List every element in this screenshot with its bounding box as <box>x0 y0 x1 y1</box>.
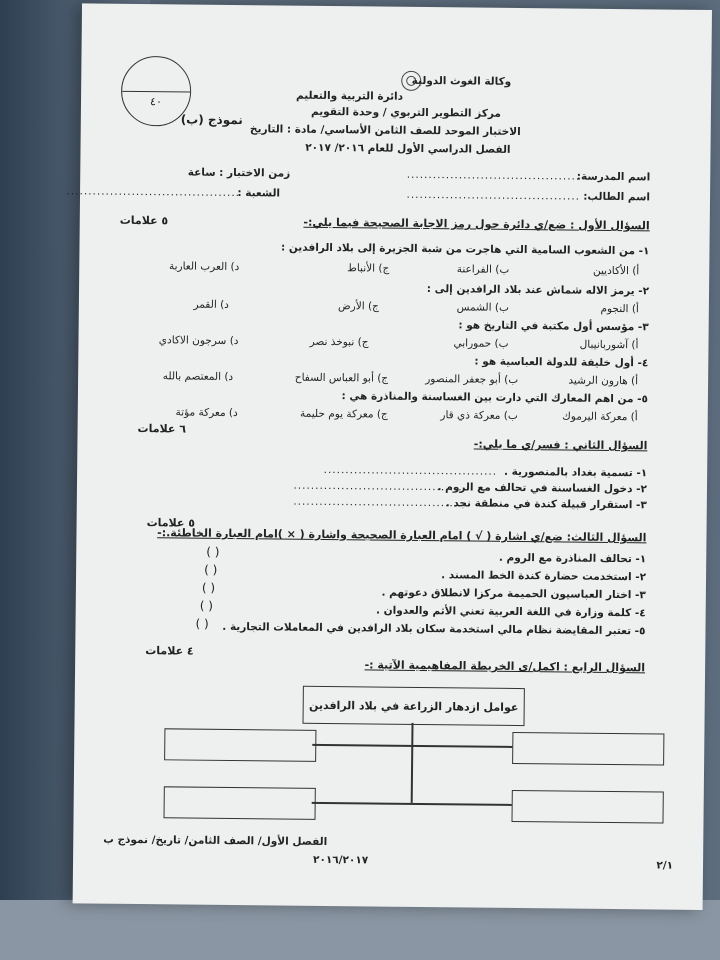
q1-item-1-option-d: د) العرب العاربة <box>168 260 240 274</box>
exam-title: الاختبار الموحد للصف الثامن الأساسي/ مادة : التاريخ <box>249 123 521 139</box>
q3-item-4: ٤- كلمة وزارة في اللغة العربية تعني الأثم والعدوان . <box>376 604 646 620</box>
score-divider <box>122 91 190 93</box>
concept-map-vertical-connector <box>411 723 414 803</box>
exam-time: زمن الاختبار : ساعة <box>187 166 291 180</box>
footer-course: الفصل الأول/ الصف الثامن/ تاريخ/ نموذج ب <box>103 833 328 849</box>
q3-item-2-answer: ( ) <box>204 562 218 577</box>
center-name: مركز التطوير التربوي / وحدة التقويم <box>310 105 501 120</box>
concept-map-box-lower-left[interactable] <box>164 786 316 820</box>
concept-map-box-upper-right[interactable] <box>512 732 664 766</box>
school-dots: ........................................ <box>406 168 581 183</box>
concept-map-box-upper-left[interactable] <box>164 728 316 762</box>
concept-map-lower-connector <box>312 802 512 806</box>
q2-item-1: ١- تسمية بغداد بالمنصورية . <box>504 465 648 480</box>
model-label: نموذج (ب) <box>180 112 243 128</box>
q4-marks: ٤ علامات <box>145 644 194 658</box>
q2-marks: ٦ علامات <box>137 422 187 436</box>
q3-title: السؤال الثالث: ضع/ي اشارة ( √ ) امام العبارة الصحيحة واشارة ( × )امام العبارة الخاطئة.:- <box>157 526 647 545</box>
q1-item-5-stem: ٥- من اهم المعارك التي دارت بين الغساسنة والمناذرة هي : <box>341 390 648 406</box>
q1-item-2-option-b: ب) الشمس <box>456 301 509 314</box>
q1-item-5-option-c: ج) معركة يوم حليمة <box>299 407 388 421</box>
concept-map-box-lower-right[interactable] <box>511 790 663 824</box>
q3-item-2: ٢- استخدمت حضارة كندة الخط المسند . <box>441 569 647 584</box>
q1-item-2-option-d: د) القمر <box>193 298 229 311</box>
section-dots: ........................................ <box>66 185 241 200</box>
q3-item-5-answer: ( ) <box>195 616 209 631</box>
school-label: اسم المدرسة: <box>576 170 651 184</box>
q2-item-3-dots: ........................................ <box>293 495 467 510</box>
term-line: الفصل الدراسي الأول للعام ٢٠١٦/ ٢٠١٧ <box>305 141 511 156</box>
q3-item-5: ٥- تعتبر المقايضة نظام مالي استخدمة سكان بلاد الرافدين في المعاملات التجارية . <box>222 620 646 638</box>
q1-item-1-option-c: ج) الأنباط <box>347 262 390 275</box>
q2-item-3: ٣- استقرار قبيلة كندة في منطقة نجد . <box>445 497 647 512</box>
q1-item-4-option-d: د) المعتصم بالله <box>162 370 234 384</box>
q3-item-1: ١- تحالف المناذرة مع الروم . <box>498 551 647 566</box>
q3-item-3: ٣- اختار العباسيون الحميمة مركزا لانطلاق دعوتهم . <box>381 586 646 602</box>
q1-item-5-option-d: د) معركة مؤتة <box>175 406 238 420</box>
q1-marks: ٥ علامات <box>119 213 169 228</box>
student-dots: ........................................ <box>406 188 581 203</box>
student-label: اسم الطالب: <box>583 190 651 204</box>
q1-item-3-option-c: ج) نبوخذ نصر <box>309 335 369 349</box>
section-label: الشعبة : <box>237 187 281 200</box>
footer-year: ٢٠١٦/٢٠١٧ <box>313 853 369 867</box>
q1-item-1-option-b: ب) الفراعنة <box>456 263 510 276</box>
q1-item-1-option-a: أ) الأكاديين <box>592 264 640 278</box>
q1-item-2-option-c: ج) الأرض <box>337 300 379 313</box>
exam-paper <box>66 3 712 910</box>
q1-item-3-stem: ٣- مؤسس أول مكتبة في التاريخ هو : <box>458 319 649 334</box>
department-name: دائرة التربية والتعليم <box>296 89 404 103</box>
q1-item-5-option-b: ب) معركة ذي قار <box>440 409 518 422</box>
q1-item-5-option-a: أ) معركة اليرموك <box>562 410 638 424</box>
q3-item-3-answer: ( ) <box>201 580 216 595</box>
q2-item-2: ٢- دخول الغساسنة في تحالف مع الروم . <box>437 481 648 496</box>
q3-marks: ٥ علامات <box>146 516 196 530</box>
q3-item-1-answer: ( ) <box>206 544 220 559</box>
q2-item-1-dots: ........................................ <box>323 463 498 478</box>
concept-map-center: عوامل ازدهار الزراعة في بلاد الرافدين <box>303 686 525 726</box>
q2-item-2-dots: ........................................ <box>293 479 468 494</box>
q1-item-3-option-d: د) سرجون الاكادي <box>158 334 239 348</box>
q3-item-4-answer: ( ) <box>199 598 213 613</box>
page-number: ٢/١ <box>656 859 674 872</box>
score-value: ٤٠ <box>150 95 162 109</box>
q1-item-4-option-c: ج) أبو العباس السفاح <box>294 371 389 385</box>
q1-title: السؤال الأول : ضع/ي دائرة حول رمز الاجابة الصحيحة فيما يلي:- <box>303 215 650 233</box>
q4-title: السؤال الرابع : اكمل/ى الخريطة المفاهيمية الآتية :- <box>364 658 646 675</box>
agency-name: وكالة الغوث الدولية <box>411 74 512 88</box>
q1-item-2-stem: ٢- يرمز الاله شماش عند بلاد الرافدين إلى : <box>426 283 650 298</box>
q1-item-4-option-a: أ) هارون الرشيد <box>568 374 639 388</box>
q1-item-3-option-b: ب) حمورابي <box>453 337 509 350</box>
q1-item-3-option-a: أ) آشوربانيبال <box>579 338 639 352</box>
q1-item-4-stem: ٤- أول خليفة للدولة العباسية هو : <box>474 355 649 370</box>
q1-item-4-option-b: ب) أبو جعفر المنصور <box>425 373 519 386</box>
q1-item-1-stem: ١- من الشعوب السامية التي هاجرت من شبة الجزيرة إلى بلاد الرافدين : <box>280 241 650 258</box>
q1-item-2-option-a: أ) النجوم <box>600 302 639 316</box>
q2-title: السؤال الثاني : فسر/ي ما يلي:- <box>473 437 648 453</box>
